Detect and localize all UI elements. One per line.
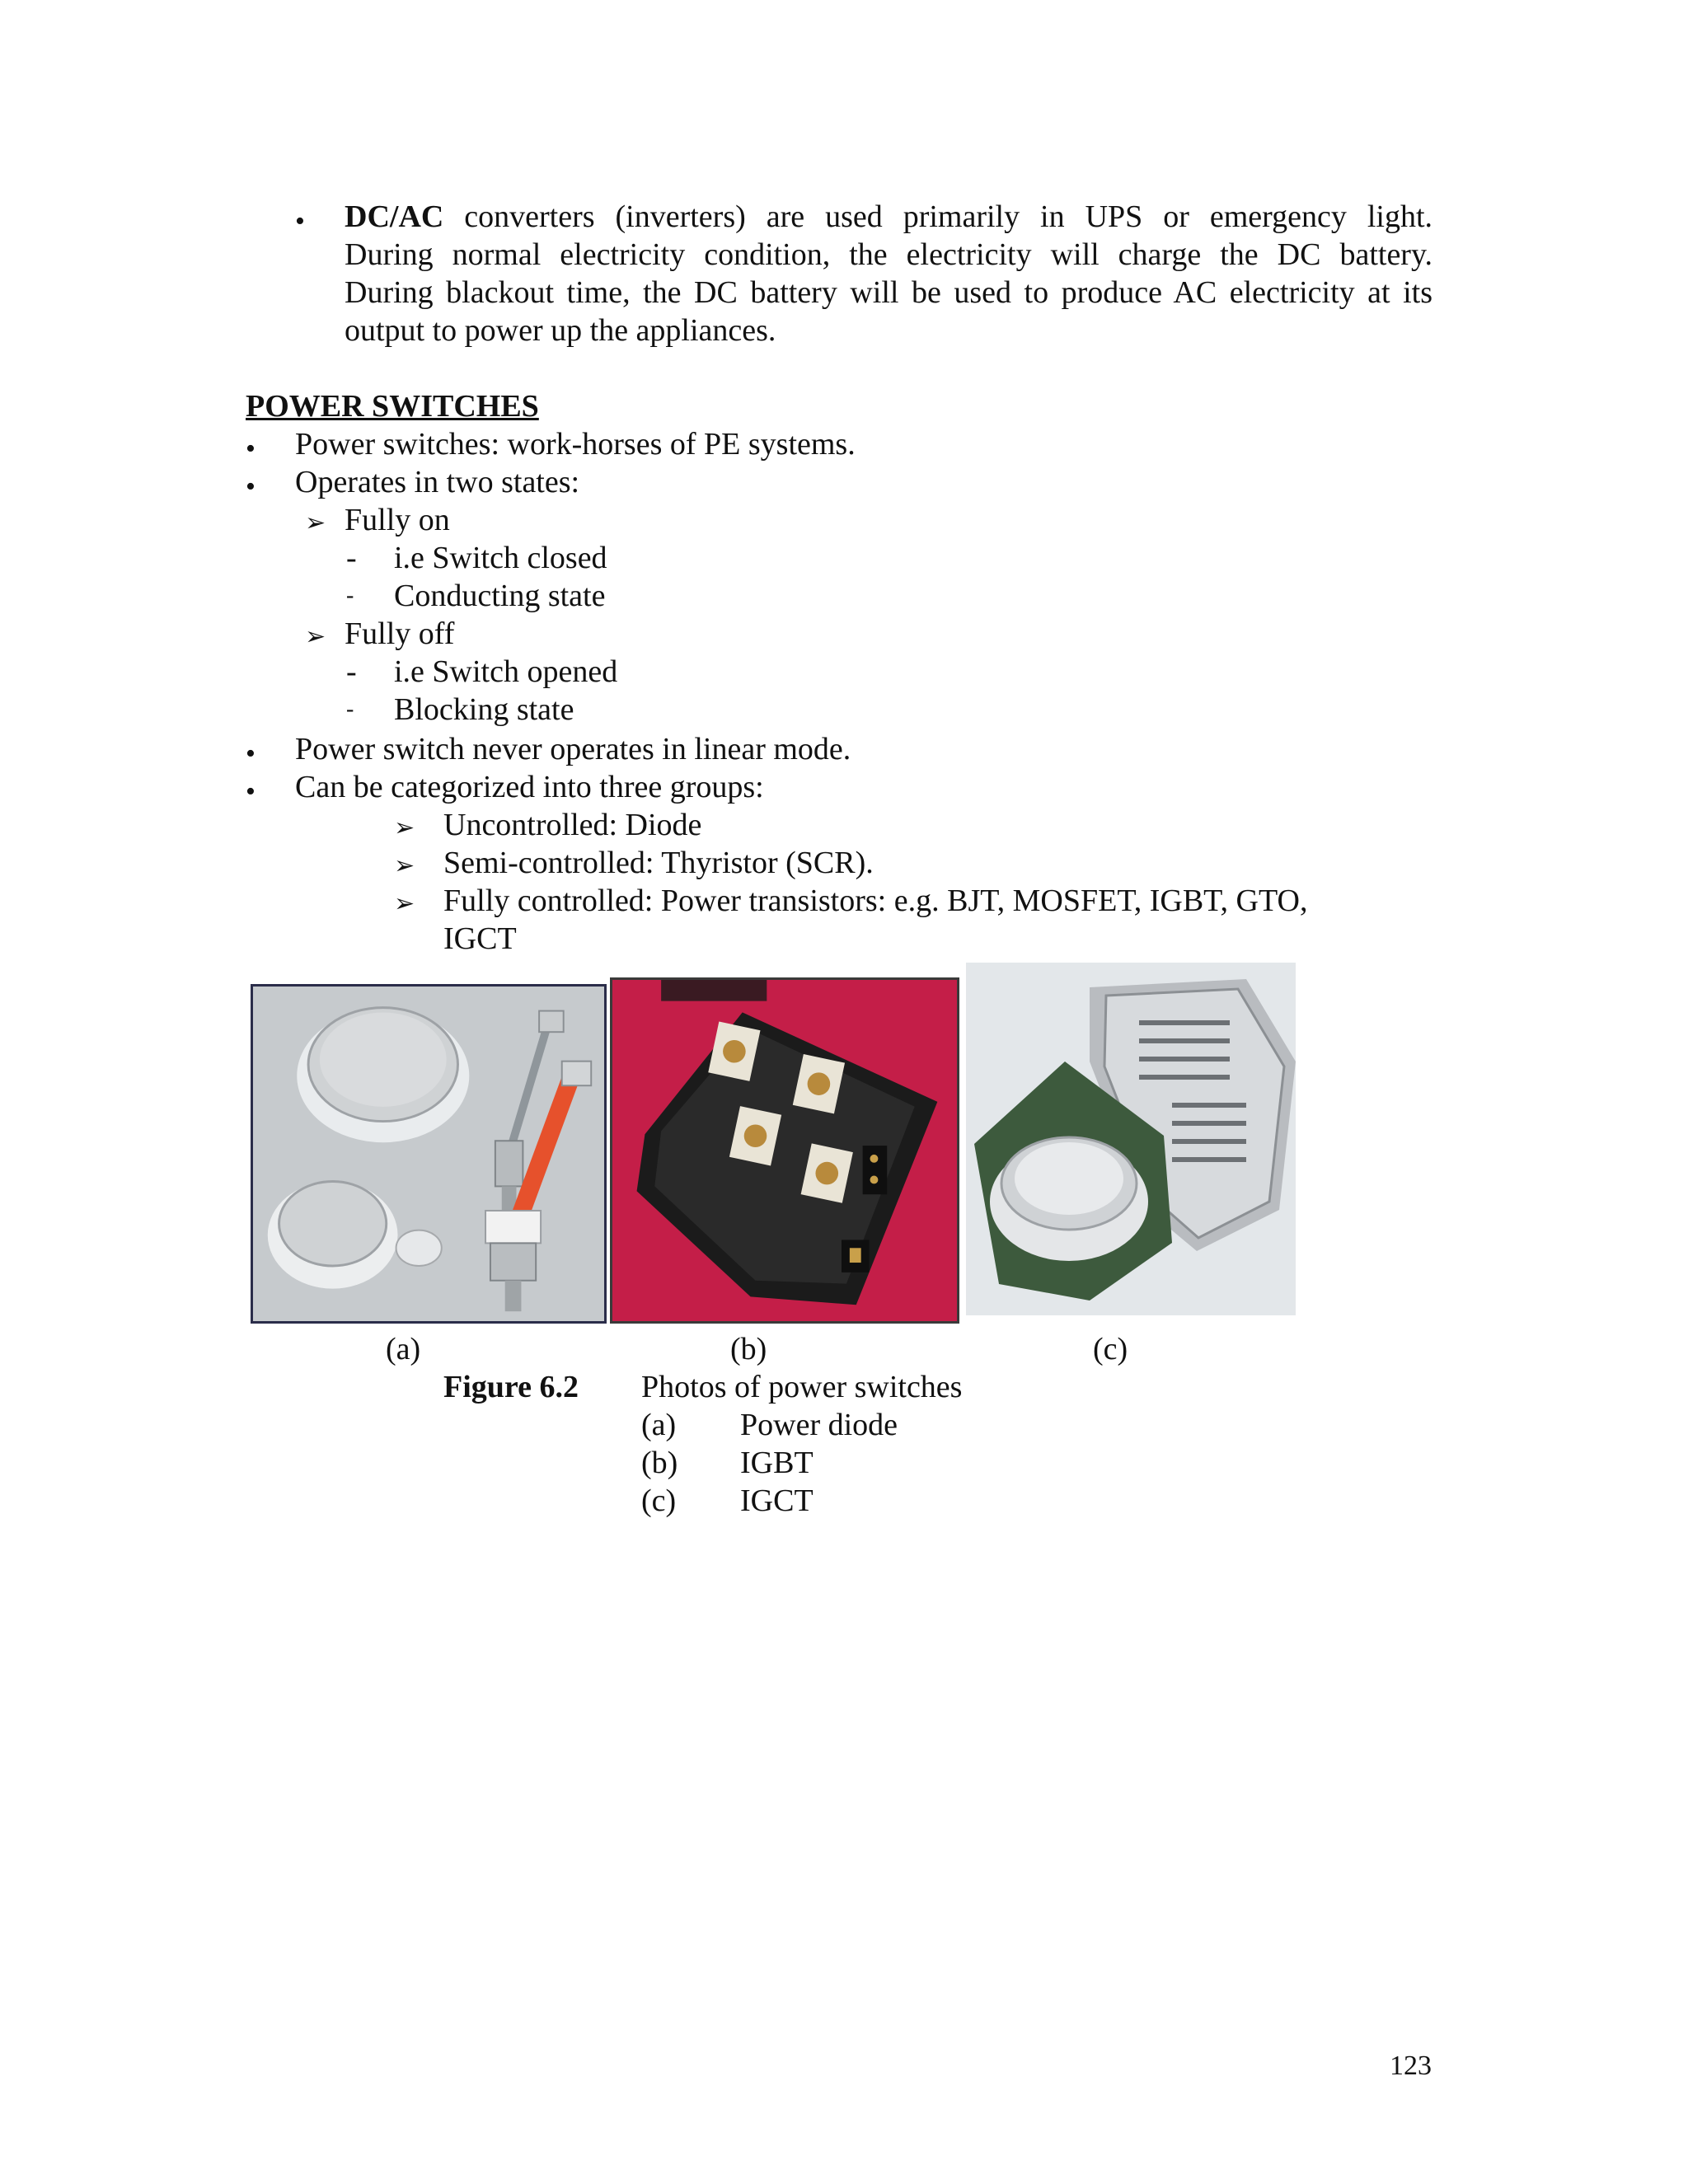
fully-on-detail-2: Conducting state (394, 579, 606, 613)
intro-line-2: During normal electricity condition, the electricity will charge the DC battery. (345, 237, 1432, 272)
section-heading: POWER SWITCHES (246, 389, 539, 424)
group-fully-controlled: Fully controlled: Power transistors: e.g. BJT, MOSFET, IGBT, GTO, (443, 883, 1308, 918)
arrow-icon: ➢ (394, 852, 415, 879)
bullet-icon: • (246, 776, 256, 807)
arrow-icon: ➢ (305, 509, 326, 537)
intro-line-4: output to power up the appliances. (345, 313, 776, 348)
page-number: 123 (1390, 2050, 1432, 2081)
caption-item-key: (b) (641, 1446, 678, 1480)
intro-line-1-rest: converters (inverters) are used primarily in UPS or emergency light. (464, 199, 1432, 234)
state-fully-on: Fully on (345, 503, 450, 537)
group-semi-controlled: Semi-controlled: Thyristor (SCR). (443, 846, 874, 880)
fully-off-detail-2: Blocking state (394, 692, 574, 727)
dash-icon: - (346, 541, 357, 575)
fully-off-detail-1: i.e Switch opened (394, 654, 618, 689)
dash-icon: - (346, 583, 354, 608)
dash-icon: - (346, 696, 354, 722)
bullet-two-states: Operates in two states: (295, 465, 580, 499)
intro-bullet: • (295, 206, 305, 237)
figure-label-c: (c) (1093, 1332, 1128, 1366)
bullet-work-horses: Power switches: work-horses of PE systems. (295, 427, 856, 462)
caption-item-text: Power diode (740, 1408, 898, 1442)
arrow-icon: ➢ (305, 623, 326, 650)
bullet-linear-mode: Power switch never operates in linear mode. (295, 732, 851, 766)
group-fully-controlled-cont: IGCT (443, 921, 517, 956)
bullet-icon: • (246, 738, 256, 769)
caption-item-text: IGBT (740, 1446, 814, 1480)
caption-item-key: (c) (641, 1483, 677, 1518)
caption-item-key: (a) (641, 1408, 677, 1442)
state-fully-off: Fully off (345, 616, 455, 651)
bullet-icon: • (246, 471, 256, 502)
group-uncontrolled: Uncontrolled: Diode (443, 808, 702, 842)
photo-power-diode (251, 984, 607, 1324)
dc-ac-term: DC/AC (345, 199, 444, 234)
photo-igbt (610, 977, 959, 1324)
figure-label-a: (a) (386, 1332, 421, 1366)
figure-caption: Photos of power switches (641, 1370, 963, 1404)
arrow-icon: ➢ (394, 890, 415, 917)
bullet-three-groups: Can be categorized into three groups: (295, 770, 764, 804)
arrow-icon: ➢ (394, 814, 415, 841)
photo-igct (966, 963, 1296, 1315)
intro-line-3: During blackout time, the DC battery will be used to produce AC electricity at its (345, 275, 1432, 310)
figure-number: Figure 6.2 (443, 1370, 579, 1404)
bullet-icon: • (246, 434, 256, 464)
caption-item-text: IGCT (740, 1483, 814, 1518)
dash-icon: - (346, 654, 357, 689)
fully-on-detail-1: i.e Switch closed (394, 541, 607, 575)
intro-line-1 (345, 198, 1432, 236)
figure-label-b: (b) (730, 1332, 767, 1366)
